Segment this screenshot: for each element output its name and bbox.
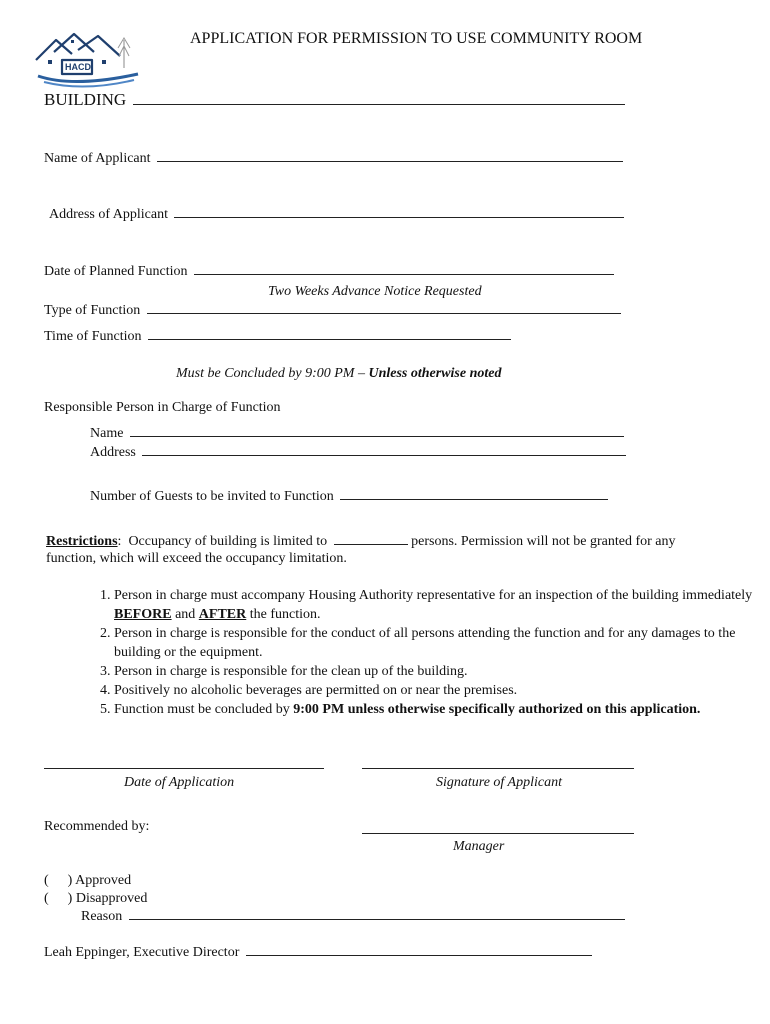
rule-1 — [114, 586, 764, 624]
name-of-applicant-field — [44, 151, 623, 167]
rule-5-text: Function must be concluded by — [114, 702, 294, 717]
restrictions-colon: : — [117, 534, 122, 549]
time-of-function-field — [44, 329, 511, 345]
time-of-function-input[interactable] — [148, 338, 511, 340]
rule-1-before: BEFORE — [114, 607, 172, 622]
conclusion-note-text: Must be Concluded by 9:00 PM – — [176, 366, 369, 381]
logo-text: HACD — [65, 62, 91, 72]
manager-signature-line[interactable] — [362, 833, 634, 834]
rule-1-after: AFTER — [198, 607, 247, 622]
recommended-by-label: Recommended by: — [44, 819, 150, 834]
restrictions-label: Restrictions — [46, 534, 118, 549]
occupancy-limit-input[interactable] — [334, 543, 408, 545]
conclusion-note — [176, 366, 501, 382]
guests-input[interactable] — [340, 498, 608, 500]
guests-field — [90, 489, 608, 505]
time-of-function-label: Time of Function — [44, 329, 142, 344]
rule-1-and: and — [171, 607, 199, 622]
manager-label: Manager — [453, 839, 505, 854]
building-input[interactable] — [133, 103, 625, 105]
rule-2: 2. Person in charge is responsible for the conduct of all persons attending the function and for any damages to the building or the equipment. — [114, 624, 764, 662]
rule-5 — [114, 700, 764, 719]
rules-list — [84, 586, 764, 719]
address-of-applicant-input[interactable] — [174, 216, 624, 218]
date-of-application-line[interactable] — [44, 768, 324, 769]
name-of-applicant-input[interactable] — [157, 160, 623, 162]
name-of-applicant-label: Name of Applicant — [44, 151, 151, 166]
approved-paren-close: ) — [67, 873, 73, 888]
approved-label: Approved — [75, 873, 132, 888]
logo — [34, 30, 146, 90]
type-of-function-label: Type of Function — [44, 303, 141, 318]
date-of-function-label: Date of Planned Function — [44, 264, 188, 279]
restrictions-text-3: function, which will exceed the occupancy limitation. — [46, 551, 347, 566]
disapproved-label: Disapproved — [75, 891, 148, 906]
approved-option[interactable] — [44, 873, 131, 889]
type-of-function-input[interactable] — [147, 312, 621, 314]
date-of-function-input[interactable] — [194, 273, 614, 275]
responsible-heading: Responsible Person in Charge of Function — [44, 400, 281, 415]
type-of-function-field — [44, 303, 621, 319]
director-field — [44, 945, 592, 961]
building-label: BUILDING — [44, 90, 127, 109]
rule-4: 4. Positively no alcoholic beverages are permitted on or near the premises. — [114, 681, 764, 700]
restrictions-line-1 — [46, 534, 676, 550]
responsible-name-input[interactable] — [130, 435, 624, 437]
page-title: APPLICATION FOR PERMISSION TO USE COMMUNITY ROOM — [190, 30, 643, 47]
disapproved-paren-open: ( — [44, 891, 49, 906]
restrictions-text-2: persons. Permission will not be granted for any — [411, 534, 676, 549]
director-signature-input[interactable] — [246, 954, 592, 956]
reason-input[interactable] — [129, 918, 625, 920]
two-weeks-note: Two Weeks Advance Notice Requested — [268, 284, 482, 299]
rule-3: 3. Person in charge is responsible for the clean up of the building. — [114, 662, 764, 681]
responsible-address-input[interactable] — [142, 454, 626, 456]
restrictions-text-1: Occupancy of building is limited to — [128, 534, 328, 549]
date-of-function-field — [44, 264, 614, 280]
responsible-address-label: Address — [90, 445, 136, 460]
rule-5-bold: 9:00 PM unless otherwise specifically authorized on this application. — [293, 702, 701, 717]
signature-of-applicant-line[interactable] — [362, 768, 634, 769]
disapproved-paren-close: ) — [67, 891, 73, 906]
guests-label: Number of Guests to be invited to Function — [90, 489, 334, 504]
approved-paren-open: ( — [44, 873, 49, 888]
house-logo-icon — [34, 30, 146, 90]
responsible-name-label: Name — [90, 426, 124, 441]
date-of-application-label: Date of Application — [124, 775, 235, 790]
disapproved-option[interactable] — [44, 891, 147, 907]
rule-1-end: the function. — [246, 607, 321, 622]
responsible-name-field — [90, 426, 624, 442]
rule-1-text: Person in charge must accompany Housing Authority representative for an inspection of the building immediately — [114, 588, 753, 603]
reason-label: Reason — [81, 909, 123, 924]
address-of-applicant-field — [49, 207, 624, 223]
reason-field — [81, 909, 625, 925]
building-field — [44, 90, 625, 110]
director-label: Leah Eppinger, Executive Director — [44, 945, 240, 960]
responsible-address-field — [90, 445, 626, 461]
address-of-applicant-label: Address of Applicant — [49, 207, 168, 222]
conclusion-note-emphasis: Unless otherwise noted — [368, 366, 502, 381]
signature-of-applicant-label: Signature of Applicant — [436, 775, 562, 790]
